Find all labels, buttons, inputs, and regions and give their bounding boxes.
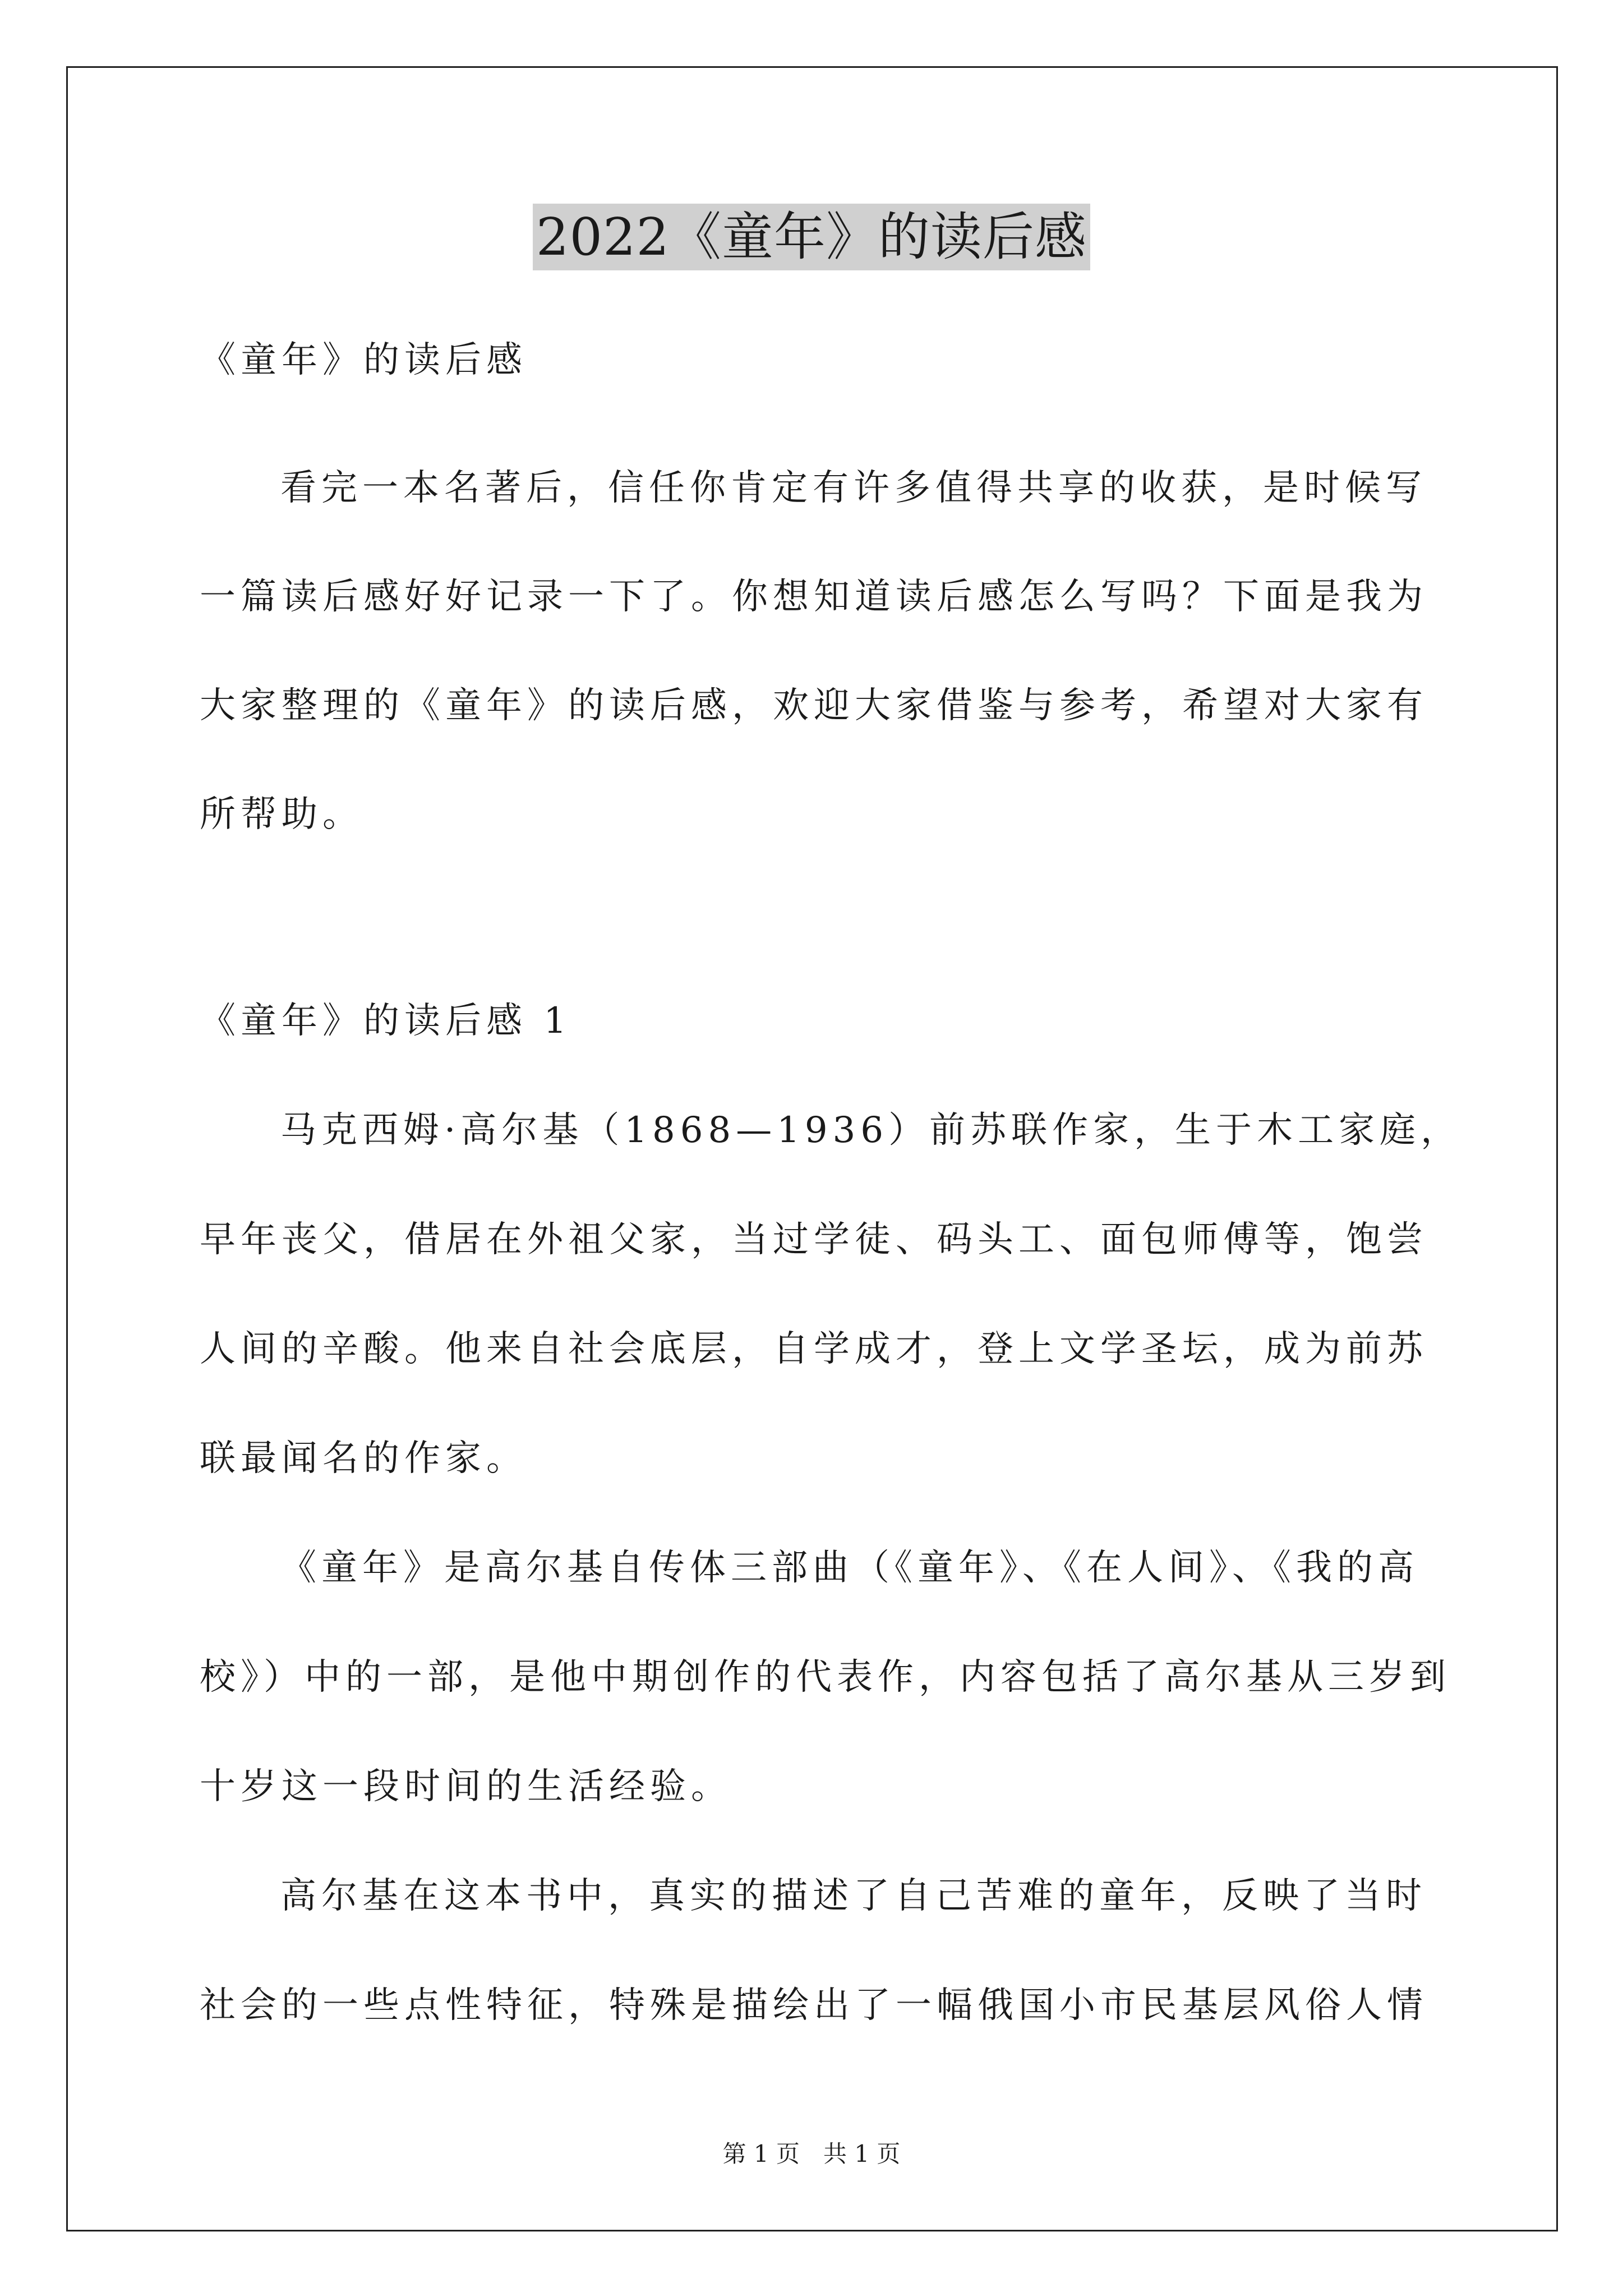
intro-line-2: 一篇读后感好好记录一下了。你想知道读后感怎么写吗？下面是我为 [200, 576, 1428, 618]
para2-line-2: 校》）中的一部，是他中期创作的代表作，内容包括了高尔基从三岁到 [200, 1657, 1451, 1698]
para1-line-3: 人间的辛酸。他来自社会底层，自学成才，登上文学圣坛，成为前苏 [200, 1328, 1428, 1370]
intro-line-3: 大家整理的《童年》的读后感，欢迎大家借鉴与参考，希望对大家有 [200, 685, 1428, 726]
intro-line-1: 看完一本名著后，信任你肯定有许多值得共享的收获，是时候写 [280, 467, 1427, 509]
para3-line-2: 社会的一些点性特征，特殊是描绘出了一幅俄国小市民基层风俗人情 [200, 1985, 1428, 2026]
para3-line-1: 高尔基在这本书中，真实的描述了自己苦难的童年，反映了当时 [280, 1875, 1427, 1917]
para1-line-1: 马克西姆·高尔基（1868—1936）前苏联作家，生于木工家庭， [280, 1110, 1462, 1151]
para1-line-4: 联最闻名的作家。 [200, 1438, 527, 1479]
section-heading: 《童年》的读后感 [200, 339, 527, 381]
para1-line-2: 早年丧父，借居在外祖父家，当过学徒、码头工、面包师傅等，饱尝 [200, 1219, 1428, 1260]
page-footer: 第 1 页 共 1 页 [722, 2140, 901, 2168]
title-text: 2022《童年》的读后感 [533, 204, 1090, 270]
document-title [0, 198, 1623, 277]
section-heading-1: 《童年》的读后感 1 [200, 1000, 572, 1042]
para2-line-3: 十岁这一段时间的生活经验。 [200, 1766, 732, 1807]
intro-line-4: 所帮助。 [200, 794, 363, 835]
para2-line-1: 《童年》是高尔基自传体三部曲（《童年》、《在人间》、《我的高 [280, 1547, 1419, 1589]
